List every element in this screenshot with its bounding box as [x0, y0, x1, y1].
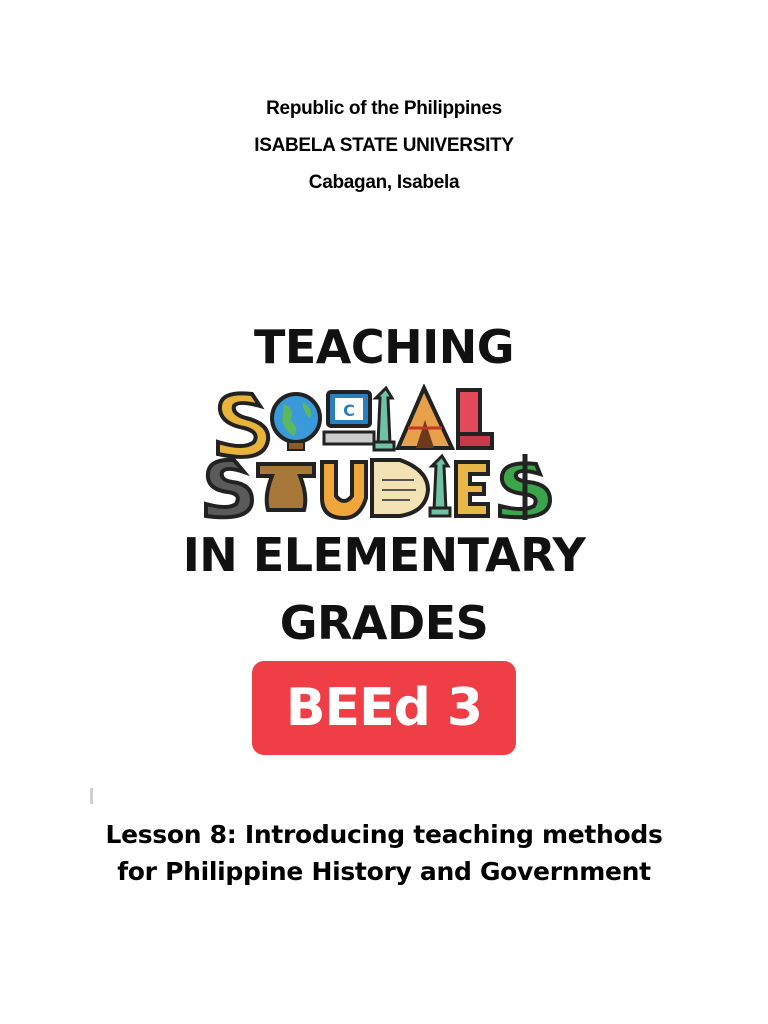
- studies-word-art: [206, 454, 550, 520]
- lesson-title-line-1: Lesson 8: Introducing teaching methods: [105, 820, 663, 849]
- program-badge-label: BEEd 3: [285, 678, 483, 738]
- lesson-title-line-2: for Philippine History and Government: [117, 857, 651, 886]
- program-badge: [252, 661, 516, 755]
- title-in-elementary: IN ELEMENTARY: [182, 528, 586, 582]
- lesson-title: [0, 816, 768, 890]
- campus-name: Cabagan, Isabela: [308, 172, 460, 193]
- document-header: [0, 90, 768, 201]
- country-name: Republic of the Philippines: [266, 98, 502, 119]
- svg-text:C: C: [343, 401, 355, 420]
- title-grades: GRADES: [279, 596, 489, 650]
- margin-mark: [90, 788, 93, 804]
- social-studies-illustrated-title: [0, 384, 768, 520]
- social-studies-artwork: [204, 384, 564, 520]
- social-word-art: [218, 388, 492, 457]
- university-name: ISABELA STATE UNIVERSITY: [254, 135, 514, 156]
- title-teaching: TEACHING: [253, 320, 515, 374]
